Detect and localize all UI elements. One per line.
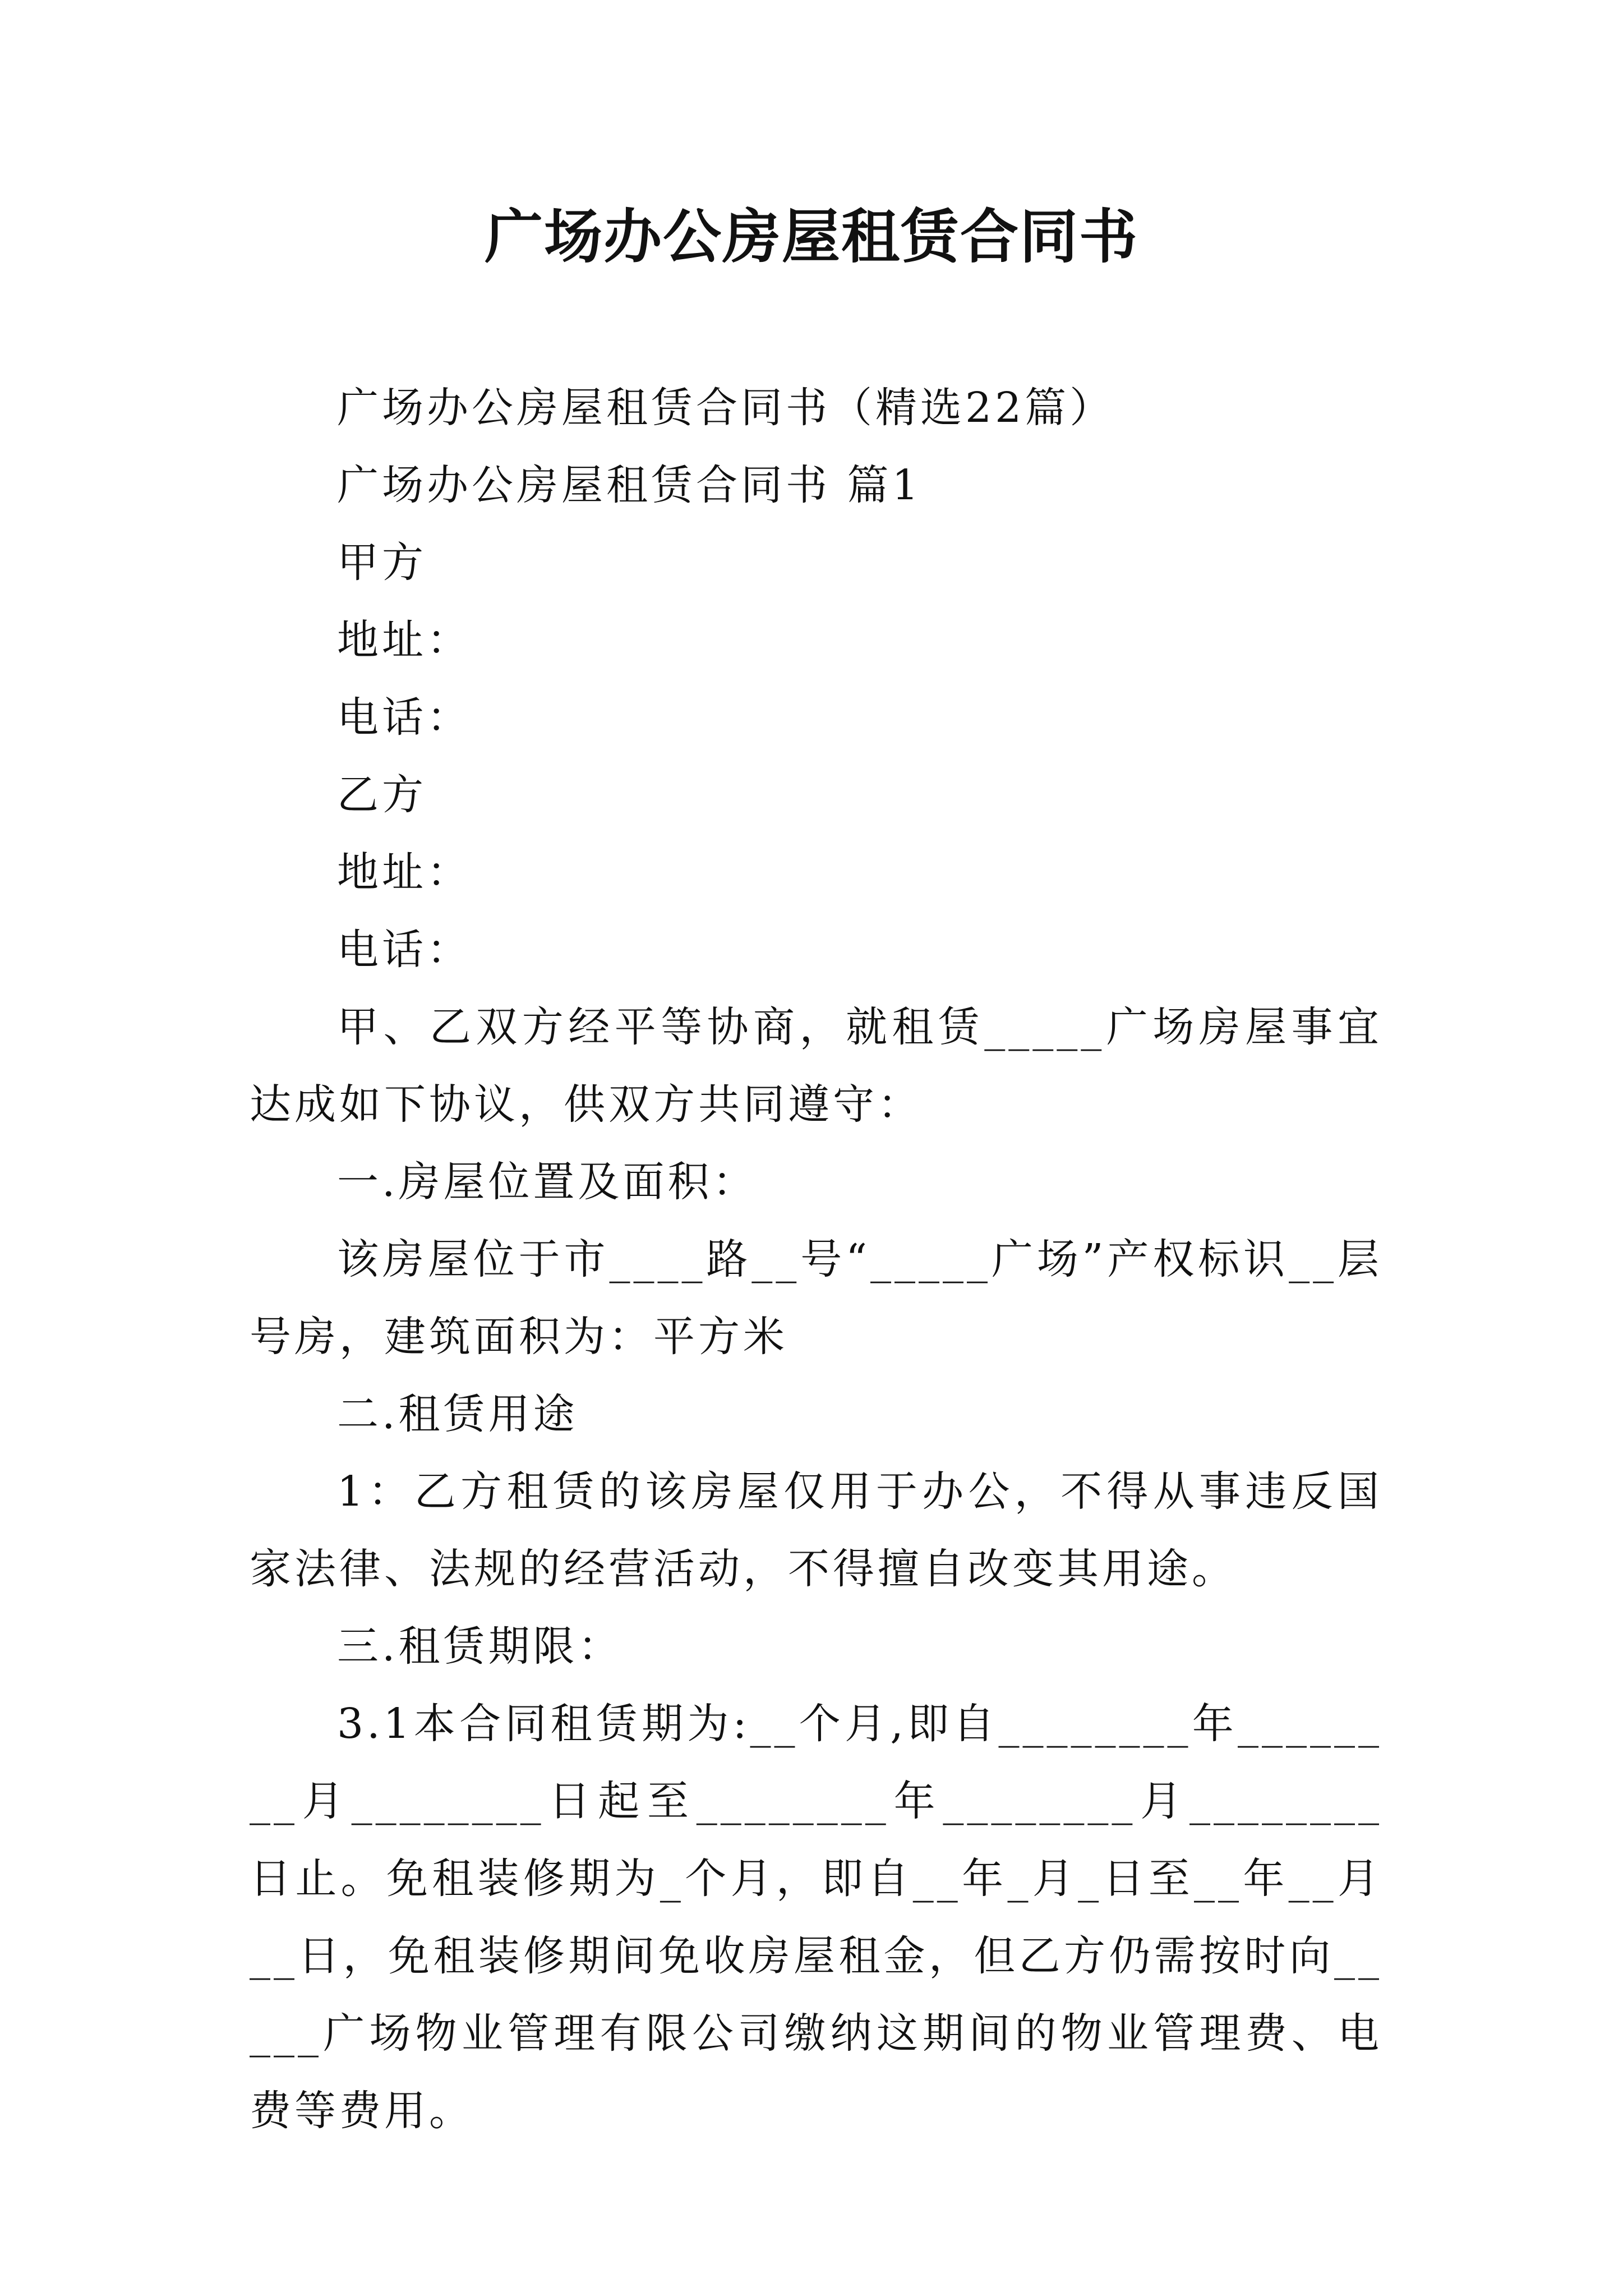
section-heading: 广场办公房屋租赁合同书 篇1 [337, 461, 922, 509]
party-a-label: 甲方 [337, 539, 427, 587]
subtitle-paragraph: 广场办公房屋租赁合同书（精选22篇） [337, 384, 1115, 432]
document-title: 广场办公房屋租赁合同书 [484, 202, 1138, 271]
clause-heading-term: 三.租赁期限： [337, 1622, 623, 1671]
party-a-address: 地址： [337, 616, 472, 664]
party-b-address: 地址： [337, 848, 472, 896]
document-body [250, 369, 1382, 2150]
party-b-label: 乙方 [337, 771, 427, 819]
term-paragraph: 3.1本合同租赁期为:__个月,即自________年________月________日起至________年________月________日止。免租装修期为_个月，即自__年_月_日至__年__月__日，免租装修期间免收房屋租金，但乙方仍需按时向_____广场物业管理有限公司缴纳这期间的物业管理费、电费等费用。 [250, 1700, 1382, 2135]
location-paragraph: 该房屋位于市____路__号“_____广场”产权标识__层号房，建筑面积为：平方米 [250, 1235, 1382, 1361]
party-b-phone: 电话： [337, 926, 472, 974]
usage-paragraph: 1：乙方租赁的该房屋仅用于办公，不得从事违反国家法律、法规的经营活动，不得擅自改变其用途。 [250, 1467, 1382, 1593]
clause-heading-location: 一.房屋位置及面积： [337, 1158, 758, 1206]
clause-heading-usage: 二.租赁用途 [337, 1390, 578, 1438]
party-a-phone: 电话： [337, 693, 472, 742]
agreement-intro-paragraph: 甲、乙双方经平等协商，就租赁_____广场房屋事宜达成如下协议，供双方共同遵守： [250, 1003, 1382, 1129]
